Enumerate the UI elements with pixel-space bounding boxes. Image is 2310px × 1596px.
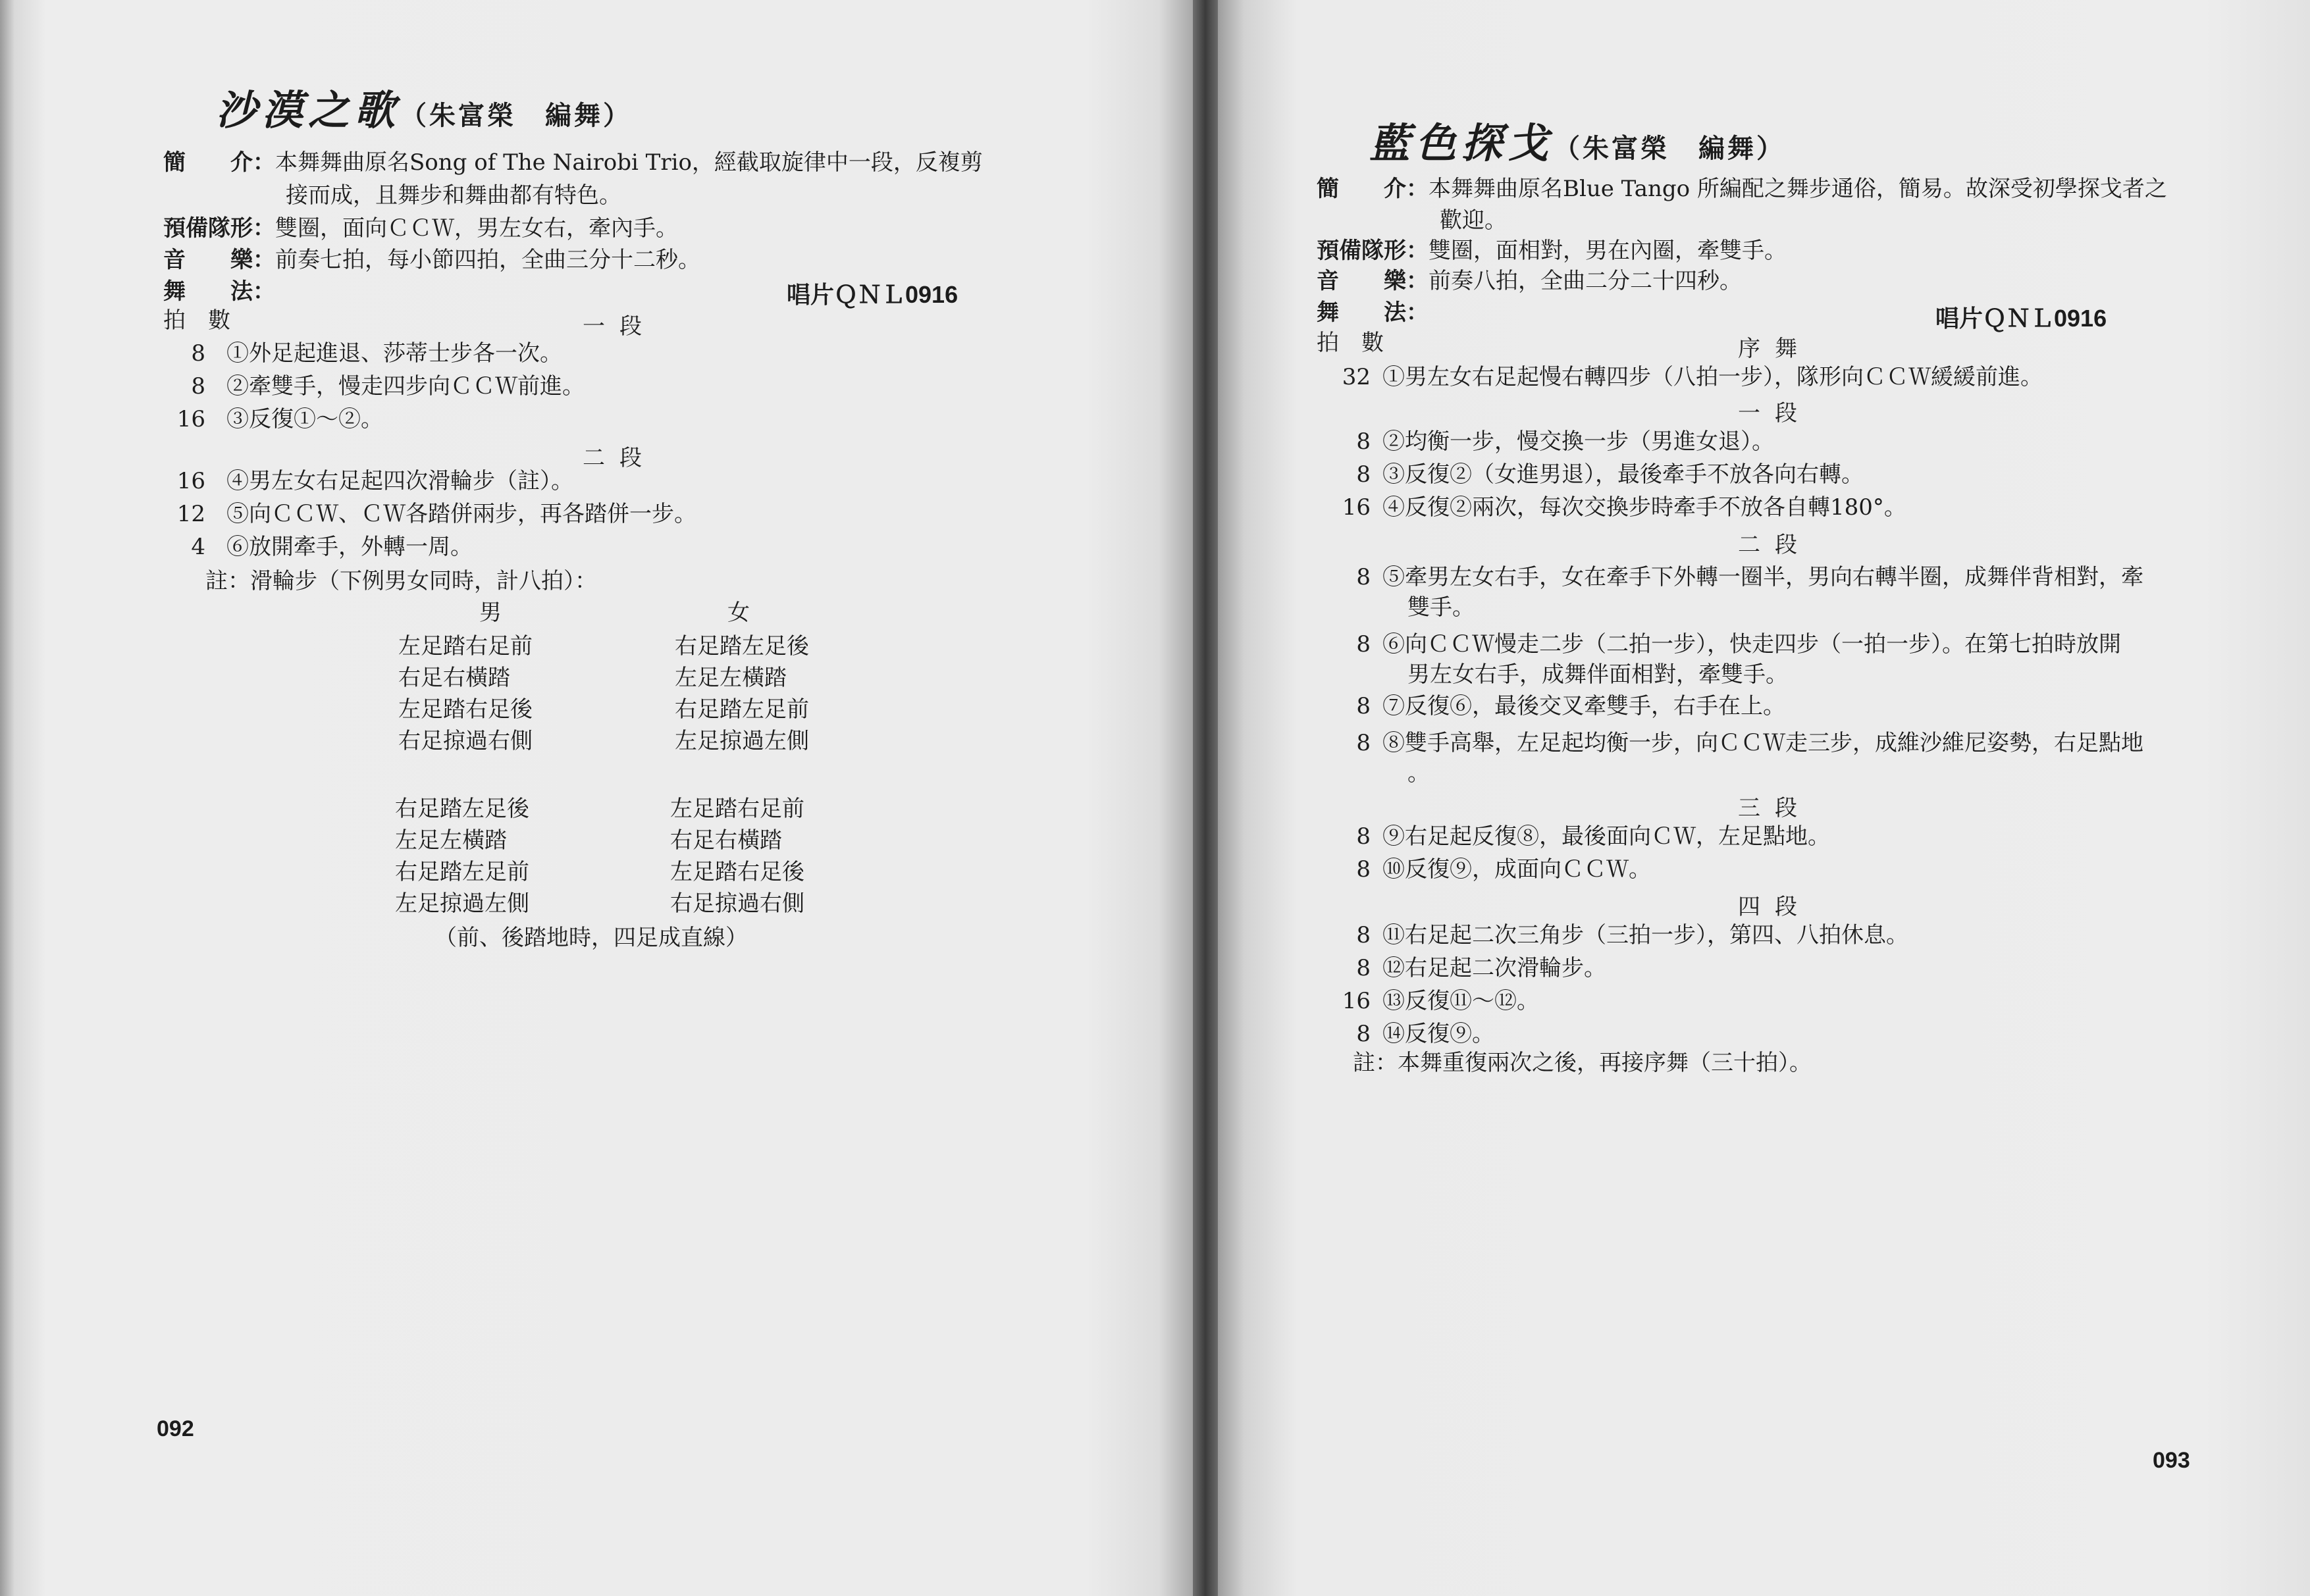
right-section-1-list — [1317, 425, 1906, 524]
female-steps-2 — [670, 793, 804, 919]
right-formation — [1317, 234, 1787, 267]
right-intro-label: 簡 介： — [1317, 176, 1429, 202]
right-dance-label-text: 舞 法： — [1317, 299, 1429, 326]
step-text: ③反復①～②。 — [226, 406, 383, 432]
left-page-number: 092 — [157, 1416, 194, 1441]
left-music-text: 前奏七拍，每小節四拍，全曲三分十二秒。 — [275, 247, 700, 273]
list-item: 右足踏左足後 — [675, 633, 809, 659]
right-section-4-list — [1317, 919, 1908, 1050]
beat-count: 16 — [176, 406, 205, 432]
beat-count: 16 — [1342, 494, 1371, 521]
list-item — [1317, 561, 2143, 594]
list-item — [165, 337, 585, 370]
step-text: ④男左女右足起四次滑輪步（註）。 — [226, 468, 573, 494]
left-section-1: 一段 — [583, 313, 656, 340]
beat-count: 8 — [1356, 730, 1371, 756]
right-music — [1317, 265, 1742, 297]
left-formation — [163, 212, 678, 245]
right-section-4: 四段 — [1738, 894, 1812, 920]
beat-count: 8 — [1356, 428, 1371, 455]
left-intro-label: 簡 介： — [163, 149, 275, 176]
step-text: ⑧雙手高舉，左足起均衡一步，向ＣＣＷ走三步，成維沙維尼姿勢，右足點地 — [1382, 730, 2143, 756]
list-item — [165, 530, 696, 563]
left-note: 註：滑輪步（下例男女同時，計八拍）： — [205, 568, 597, 594]
right-intro-text1: 本舞舞曲原名Blue Tango 所編配之舞步通俗，簡易。故深受初學探戈者之 — [1429, 176, 2167, 202]
list-item — [1317, 952, 1908, 985]
step-text: ③反復②（女進男退），最後牽手不放各向右轉。 — [1382, 461, 1864, 488]
right-section-2: 二段 — [1738, 532, 1812, 558]
right-title-block — [1369, 111, 1785, 169]
male-steps-2 — [395, 793, 529, 919]
beat-count: 12 — [176, 501, 205, 527]
beat-count: 8 — [1356, 823, 1371, 850]
left-music — [163, 244, 700, 276]
left-section-1-list — [165, 337, 585, 436]
list-item — [1317, 361, 2043, 394]
right-formation-label: 預備隊形： — [1317, 238, 1429, 264]
beat-count: 8 — [1356, 1021, 1371, 1047]
step-text: ⑤牽男左女右手，女在牽手下外轉一圈半，男向右轉半圈，成舞伴背相對，牽 — [1382, 564, 2143, 590]
beat-count: 8 — [1356, 461, 1371, 488]
book-gutter — [1193, 0, 1218, 1596]
step-text: ④反復②兩次，每次交換步時牽手不放各自轉180°。 — [1382, 494, 1906, 521]
list-item: 右足右橫踏 — [670, 827, 782, 854]
beat-count: 4 — [191, 534, 205, 560]
left-formation-label: 預備隊形： — [163, 215, 275, 242]
left-intro-line2: 接而成，且舞步和舞曲都有特色。 — [286, 182, 621, 209]
male-header: 男 — [479, 600, 502, 626]
right-title: 藍色探戈 — [1369, 119, 1554, 167]
right-formation-text: 雙圈，面相對，男在內圈，牽雙手。 — [1429, 238, 1787, 264]
list-item — [1317, 1017, 1908, 1050]
step-text: ⑥向ＣＣＷ慢走二步（二拍一步），快走四步（一拍一步）。在第七拍時放開 — [1382, 631, 2121, 657]
left-author: （朱富榮 編舞） — [400, 100, 633, 131]
list-item: 左足掠過左側 — [675, 728, 809, 754]
list-item: 左足左橫踏 — [395, 827, 507, 854]
right-beats-label: 拍 數 — [1317, 330, 1384, 356]
left-beats-label: 拍 數 — [163, 307, 230, 334]
step-text: ①男左女右足起慢右轉四步（八拍一步），隊形向ＣＣＷ緩緩前進。 — [1382, 364, 2043, 390]
left-record: 唱片ＱＮＬ0916 — [787, 281, 958, 308]
list-item — [1317, 853, 1830, 886]
list-item — [1317, 727, 2143, 759]
left-title: 沙漠之歌 — [216, 86, 401, 134]
list-item: 左足踏右足前 — [670, 796, 804, 822]
list-item — [1317, 985, 1908, 1017]
step-text: ②牽雙手，慢走四步向ＣＣＷ前進。 — [226, 373, 585, 399]
right-note: 註：本舞重復兩次之後，再接序舞（三十拍）。 — [1353, 1050, 1812, 1076]
female-header: 女 — [727, 600, 750, 626]
step-text: ⑫右足起二次滑輪步。 — [1382, 955, 1606, 981]
step-text: ⑨右足起反復⑧，最後面向ＣＷ，左足點地。 — [1382, 823, 1830, 850]
male-steps-1 — [398, 631, 533, 757]
right-record: 唱片ＱＮＬ0916 — [1935, 305, 2107, 332]
list-item: 右足掠過右側 — [398, 728, 533, 754]
list-item — [1317, 919, 1908, 952]
left-section-2-list — [165, 465, 696, 563]
left-intro-text1: 本舞舞曲原名Song of The Nairobi Trio，經截取旋律中一段，反複剪 — [275, 149, 983, 176]
step-text: ⑥放開牽手，外轉一周。 — [226, 534, 473, 560]
left-formation-text: 雙圈，面向ＣＣＷ，男左女右，牽內手。 — [275, 215, 678, 242]
step-text: ⑭反復⑨。 — [1382, 1021, 1494, 1047]
list-item — [1317, 820, 1830, 853]
list-item: 右足掠過右側 — [670, 890, 804, 917]
beat-count: 8 — [191, 340, 205, 367]
beat-count: 32 — [1342, 364, 1371, 390]
step-text: ⑩反復⑨，成面向ＣＣＷ。 — [1382, 856, 1651, 883]
list-item: 右足踏左足後 — [395, 796, 529, 822]
step-text-continued: 雙手。 — [1407, 594, 1475, 621]
left-music-label: 音 樂： — [163, 247, 275, 273]
beat-count: 8 — [1356, 856, 1371, 883]
step-text-continued: 男左女右手，成舞伴面相對，牽雙手。 — [1407, 661, 1788, 688]
list-item: 左足踏右足後 — [670, 859, 804, 885]
list-item: 左足掠過左側 — [395, 890, 529, 917]
step-text: ①外足起進退、莎蒂士步各一次。 — [226, 340, 562, 367]
list-item — [1317, 628, 2121, 661]
right-section-prelude: 序舞 — [1738, 336, 1812, 362]
list-item — [165, 465, 696, 498]
list-item — [165, 370, 585, 403]
right-intro-line1 — [1317, 172, 2167, 205]
list-item: 左足踏右足前 — [398, 633, 533, 659]
right-page — [1218, 0, 2310, 1596]
beat-count: 8 — [1356, 693, 1371, 719]
step-text: ②均衡一步，慢交換一步（男進女退）。 — [1382, 428, 1774, 455]
list-item — [1317, 458, 1906, 491]
left-footnote: （前、後踏地時，四足成直線） — [434, 925, 748, 951]
female-steps-1 — [675, 631, 809, 757]
list-item — [165, 498, 696, 530]
list-item — [1317, 491, 1906, 524]
beat-count: 8 — [1356, 631, 1371, 657]
right-author: （朱富榮 編舞） — [1554, 133, 1786, 164]
list-item: 左足左橫踏 — [675, 665, 787, 691]
beat-count: 16 — [1342, 988, 1371, 1014]
right-section-1: 一段 — [1738, 400, 1812, 426]
right-dance-label — [1317, 296, 1429, 329]
right-page-number: 093 — [2153, 1448, 2190, 1473]
step-text: ⑦反復⑥，最後交叉牽雙手，右手在上。 — [1382, 693, 1785, 719]
list-item — [165, 403, 585, 436]
right-music-label: 音 樂： — [1317, 268, 1429, 294]
step-text: ⑤向ＣＣＷ、ＣＷ各踏併兩步，再各踏併一步。 — [226, 501, 696, 527]
beat-count: 8 — [1356, 955, 1371, 981]
right-music-text: 前奏八拍，全曲二分二十四秒。 — [1429, 268, 1742, 294]
list-item: 右足踏左足前 — [395, 859, 529, 885]
list-item — [1317, 690, 1785, 723]
left-dance-label-text: 舞 法： — [163, 278, 275, 305]
left-intro-line1 — [163, 146, 983, 179]
list-item — [1317, 425, 1906, 458]
step-text: ⑬反復⑪～⑫。 — [1382, 988, 1539, 1014]
beat-count: 16 — [176, 468, 205, 494]
right-section-3-list — [1317, 820, 1830, 886]
right-intro-line2: 歡迎。 — [1440, 207, 1507, 234]
list-item: 左足踏右足後 — [398, 696, 533, 723]
left-section-2: 二段 — [583, 445, 656, 471]
beat-count: 8 — [1356, 564, 1371, 590]
step-text: ⑪右足起二次三角步（三拍一步），第四、八拍休息。 — [1382, 922, 1908, 948]
list-item: 右足踏左足前 — [675, 696, 809, 723]
list-item: 右足右橫踏 — [398, 665, 510, 691]
right-section-3: 三段 — [1738, 795, 1812, 821]
step-text-continued: 。 — [1407, 760, 1430, 786]
left-title-block — [216, 78, 632, 136]
left-dance-label — [163, 275, 275, 308]
beat-count: 8 — [191, 373, 205, 399]
beat-count: 8 — [1356, 922, 1371, 948]
